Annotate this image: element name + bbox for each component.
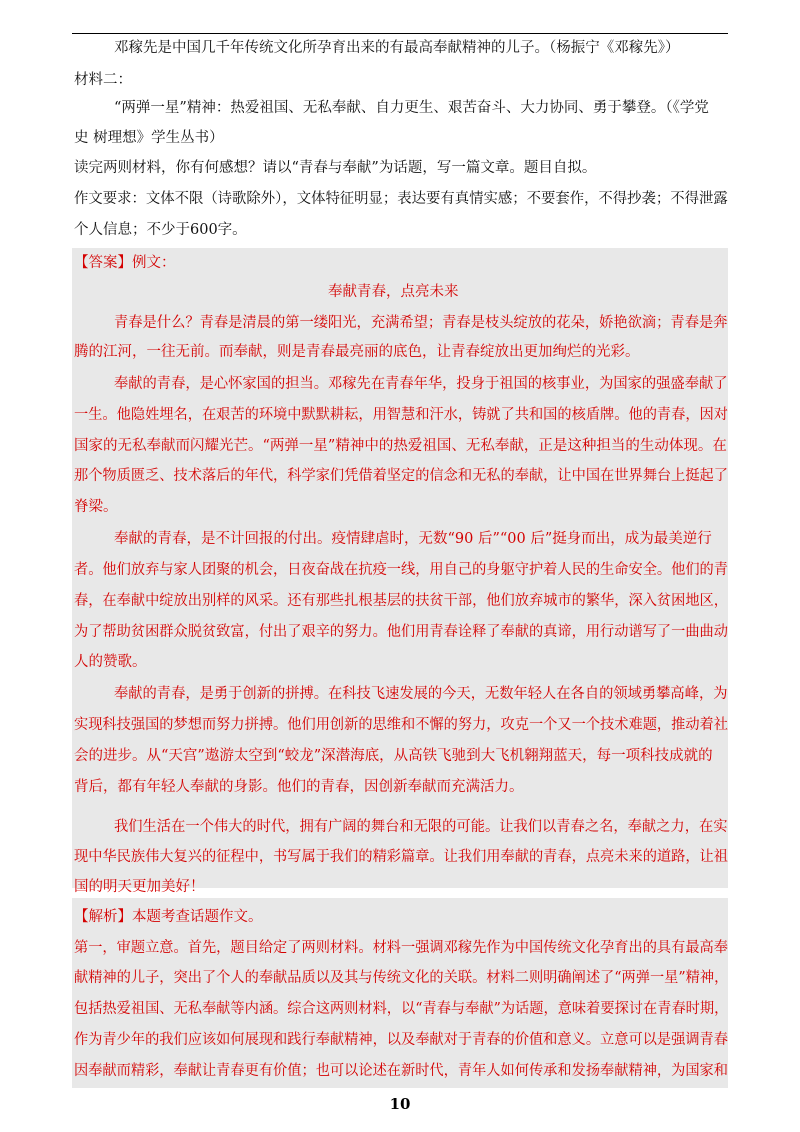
material-line-2: 材料二： <box>74 72 132 88</box>
material-line-4: 史 树理想》学生丛书） <box>74 130 224 146</box>
essay-line: 奉献的青春，是勇于创新的拼搏。在科技飞速发展的今天，无数年轻人在各自的领域勇攀高峰，为 <box>114 686 728 702</box>
analysis-line: 第一，审题立意。首先，题目给定了两则材料。材料一强调邓稼先作为中国传统文化孕育出的具有最高奉 <box>74 940 728 956</box>
analysis-label: 【解析】本题考查话题作文。 <box>74 909 263 925</box>
material-line-1: 邓稼先是中国几千年传统文化所孕育出来的有最高奉献精神的儿子。（杨振宁《邓稼先》） <box>114 40 680 56</box>
essay-line: 奉献的青春，是不计回报的付出。疫情肆虐时，无数“90 后”“00 后”挺身而出，成为最美逆行 <box>114 531 712 547</box>
essay-line: 我们生活在一个伟大的时代，拥有广阔的舞台和无限的可能。让我们以青春之名，奉献之力，在实 <box>114 819 728 835</box>
essay-line: 一生。他隐姓埋名，在艰苦的环境中默默耕耘，用智慧和汗水，铸就了共和国的核盾牌。他的青春，因对 <box>74 407 728 423</box>
answer-label: 【答案】例文： <box>74 255 176 271</box>
analysis-line: 因奉献而精彩，奉献让青春更有价值；也可以论述在新时代，青年人如何传承和发扬奉献精神，为国家和 <box>74 1063 728 1079</box>
material-line-3: “两弹一星”精神：热爱祖国、无私奉献、自力更生、艰苦奋斗、大力协同、勇于攀登。（《学党 <box>114 100 709 116</box>
essay-line: 实现科技强国的梦想而努力拼搏。他们用创新的思维和不懈的努力，攻克一个又一个技术难题，推动着社 <box>74 717 728 733</box>
analysis-line: 献精神的儿子，突出了个人的奉献品质以及其与传统文化的关联。材料二则明确阐述了“两弹一星”精神， <box>74 970 729 986</box>
essay-line: 会的进步。从“天宫”遨游太空到“蛟龙”深潜海底，从高铁飞驰到大飞机翱翔蓝天，每一项科技成就的 <box>74 748 713 764</box>
essay-line: 春，在奉献中绽放出别样的风采。还有那些扎根基层的扶贫干部，他们放弃城市的繁华，深入贫困地区， <box>74 593 728 609</box>
essay-line: 国家的无私奉献而闪耀光芒。“两弹一星”精神中的热爱祖国、无私奉献，正是这种担当的生动体现。在 <box>74 438 727 454</box>
essay-line: 青春是什么？青春是清晨的第一缕阳光，充满希望；青春是枝头绽放的花朵，娇艳欲滴；青春是奔 <box>114 315 728 331</box>
essay-line: 现中华民族伟大复兴的征程中，书写属于我们的精彩篇章。让我们用奉献的青春，点亮未来的道路，让祖 <box>74 849 728 865</box>
analysis-line: 包括热爱祖国、无私奉献等内涵。综合这两则材料，以“青春与奉献”为话题，意味着要探讨在青春时期， <box>74 1001 729 1017</box>
essay-line: 奉献的青春，是心怀家国的担当。邓稼先在青春年华，投身于祖国的核事业，为国家的强盛奉献了 <box>114 376 728 392</box>
analysis-line: 作为青少年的我们应该如何展现和践行奉献精神，以及奉献对于青春的价值和意义。立意可以是强调青春 <box>74 1032 728 1048</box>
essay-line: 脊梁。 <box>74 499 118 515</box>
essay-line: 腾的江河，一往无前。而奉献，则是青春最亮丽的底色，让青春绽放出更加绚烂的光彩。 <box>74 344 640 360</box>
material-line-6: 作文要求：文体不限（诗歌除外），文体特征明显；表达要有真情实感；不要套作，不得抄袭；不得泄露 <box>74 191 728 207</box>
material-line-5: 读完两则材料，你有何感想？请以“青春与奉献”为话题，写一篇文章。题目自拟。 <box>74 160 597 176</box>
essay-line: 那个物质匮乏、技术落后的年代，科学家们凭借着坚定的信念和无私的奉献，让中国在世界舞台上挺起了 <box>74 468 728 484</box>
header-rule <box>72 33 728 34</box>
essay-title: 奉献青春，点亮未来 <box>328 284 459 300</box>
essay-line: 者。他们放弃与家人团聚的机会，日夜奋战在抗疫一线，用自己的身躯守护着人民的生命安全。他们的青 <box>74 562 728 578</box>
essay-line: 国的明天更加美好！ <box>74 879 205 895</box>
essay-line: 为了帮助贫困群众脱贫致富，付出了艰辛的努力。他们用青春诠释了奉献的真谛，用行动谱写了一曲曲动 <box>74 624 728 640</box>
essay-line: 背后，都有年轻人奉献的身影。他们的青春，因创新奉献而充满活力。 <box>74 779 524 795</box>
essay-line: 人的赞歌。 <box>74 654 147 670</box>
page-number: 10 <box>389 1095 411 1113</box>
material-line-7: 个人信息；不少于600字。 <box>74 222 247 238</box>
